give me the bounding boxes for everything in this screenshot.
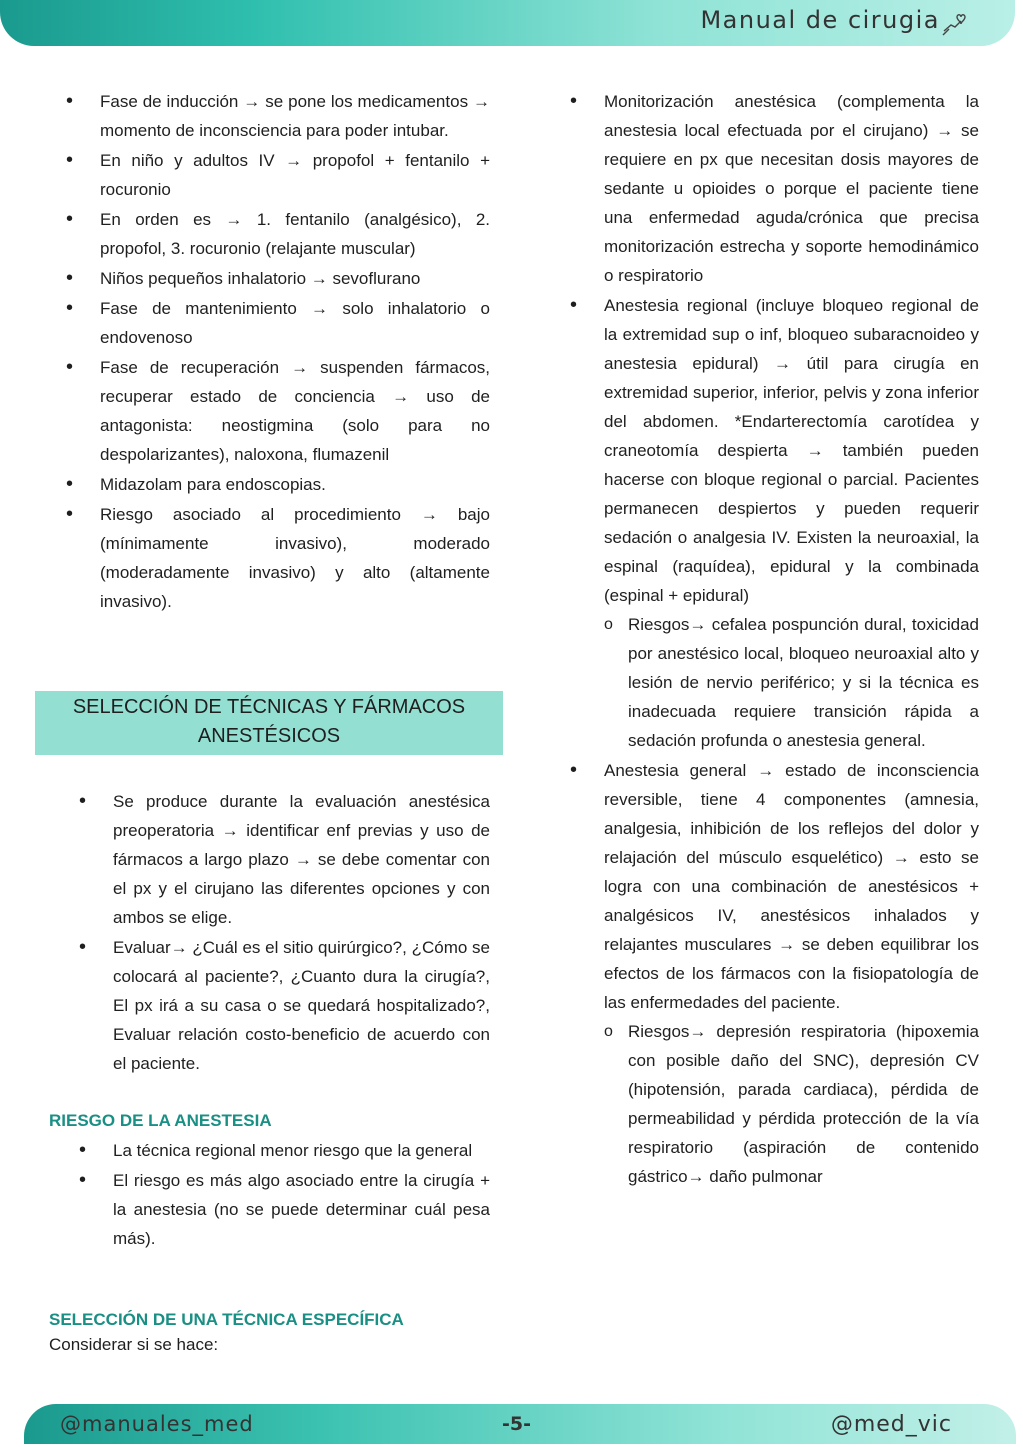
list-item: • Anestesia general → estado de inconsciencia reversible, tiene 4 componentes (amnesia, analgesia, inhibición de los reflejos del dolor y relajación del músculo esquelético) → esto se logra con una combinación de anestésicos + analgésicos IV, anestésicos inhalados y relajantes musculares → se deben equilibrar los efectos de los fármacos con la fisiopatología de las enfermedades del paciente. o Riesgos→ depresión respiratoria (hipoxemia con posible daño del SNC), depresión CV (hipotensión, parada cardiaca), pérdida de permeabilidad y pérdida protección de la vía respiratorio (aspiración de contenido gástrico→ daño pulmonar: [566, 756, 979, 1191]
footer-bar: [24, 1404, 1016, 1444]
section-title-line1: SELECCIÓN DE TÉCNICAS Y FÁRMACOS: [72, 696, 466, 718]
list-item: • En orden es → 1. fentanilo (analgésico), 2. propofol, 3. rocuronio (relajante muscular): [62, 205, 490, 263]
footer-handle-left: @manuales_med: [60, 1412, 254, 1436]
left-intro-list: [62, 87, 490, 617]
list-item: • Se produce durante la evaluación anestésica preoperatoria → identificar enf previas y uso de fármacos a largo plazo → se debe comentar con el px y el cirujano las diferentes opciones y con ambos se elige.: [75, 787, 490, 932]
list-item: • Midazolam para endoscopias.: [62, 470, 490, 499]
list-item: • Fase de inducción → se pone los medicamentos → momento de inconsciencia para poder intubar.: [62, 87, 490, 145]
list-item: • Riesgo asociado al procedimiento → bajo (mínimamente invasivo), moderado (moderadamente invasivo) y alto (altamente invasivo).: [62, 500, 490, 616]
header-bar: [0, 0, 1015, 46]
footer-handle-right: @med_vic: [830, 1412, 952, 1437]
list-item: • La técnica regional menor riesgo que la general: [75, 1136, 490, 1165]
specific-text: Considerar si se hace:: [49, 1335, 219, 1354]
list-item: • Monitorización anestésica (complementa la anestesia local efectuada por el cirujano) → se requiere en px que necesitan dosis mayores de sedante u opioides o porque el paciente tiene una enfermedad aguda/crónica que precisa monitorización estrecha y soporte hemodinámico o respiratorio: [566, 87, 979, 290]
risk-heading: RIESGO DE LA ANESTESIA: [49, 1111, 272, 1130]
sub-list-item: o Riesgos→ depresión respiratoria (hipoxemia con posible daño del SNC), depresión CV (hipotensión, parada cardiaca), pérdida de permeabilidad y pérdida protección de la vía respiratorio (aspiración de contenido gástrico→ daño pulmonar: [566, 1017, 979, 1191]
header-title: Manual de cirugia: [700, 6, 940, 34]
list-item: • Fase de recuperación → suspenden fármacos, recuperar estado de conciencia → uso de antagonista: neostigmina (solo para no despolarizantes), naloxona, flumazenil: [62, 353, 490, 469]
list-item: • Evaluar→ ¿Cuál es el sitio quirúrgico?, ¿Cómo se colocará al paciente?, ¿Cuanto dura la cirugía?, El px irá a su casa o se quedará hospitalizado?, Evaluar relación costo-beneficio de acuerdo con el paciente.: [75, 933, 490, 1078]
sub-list-item: o Riesgos→ cefalea pospunción dural, toxicidad por anestésico local, bloqueo neuroaxial alto y lesión de nervio periférico; y si la técnica es inadecuada requiere transición rápida a sedación profunda o anestesia general.: [566, 610, 979, 755]
page-number: -5-: [502, 1413, 531, 1435]
list-item: • El riesgo es más algo asociado entre la cirugía + la anestesia (no se puede determinar cuál pesa más).: [75, 1166, 490, 1253]
list-item: • En niño y adultos IV → propofol + fentanilo + rocuronio: [62, 146, 490, 204]
specific-section: [49, 1307, 404, 1357]
list-item: • Anestesia regional (incluye bloqueo regional de la extremidad sup o inf, bloqueo subaracnoideo y anestesia epidural) → útil para cirugía en extremidad superior, inferior, pelvis y zona inferior del abdomen. *Endarterectomía carotídea y craneotomía despierta → también pueden hacerse con bloque regional o parcial. Pacientes permanecen despiertos y pueden requerir sedación o analgesia IV. Existen la neuroaxial, la espinal (raquídea), epidural y la combinada (espinal + epidural) o Riesgos→ cefalea pospunción dural, toxicidad por anestésico local, bloqueo neuroaxial alto y lesión de nervio periférico; y si la técnica es inadecuada requiere transición rápida a sedación profunda o anestesia general.: [566, 291, 979, 755]
list-item: • Fase de mantenimiento → solo inhalatorio o endovenoso: [62, 294, 490, 352]
section-title-line2: ANESTÉSICOS: [197, 725, 341, 747]
list-item: • Niños pequeños inhalatorio → sevoflurano: [62, 264, 490, 293]
heart-hand-icon: [941, 9, 969, 37]
specific-heading: SELECCIÓN DE UNA TÉCNICA ESPECÍFICA: [49, 1310, 404, 1329]
section-title-box: [35, 691, 503, 755]
selection-list: [75, 787, 490, 1079]
right-column-list: [566, 87, 979, 1192]
risk-list: [75, 1136, 490, 1254]
